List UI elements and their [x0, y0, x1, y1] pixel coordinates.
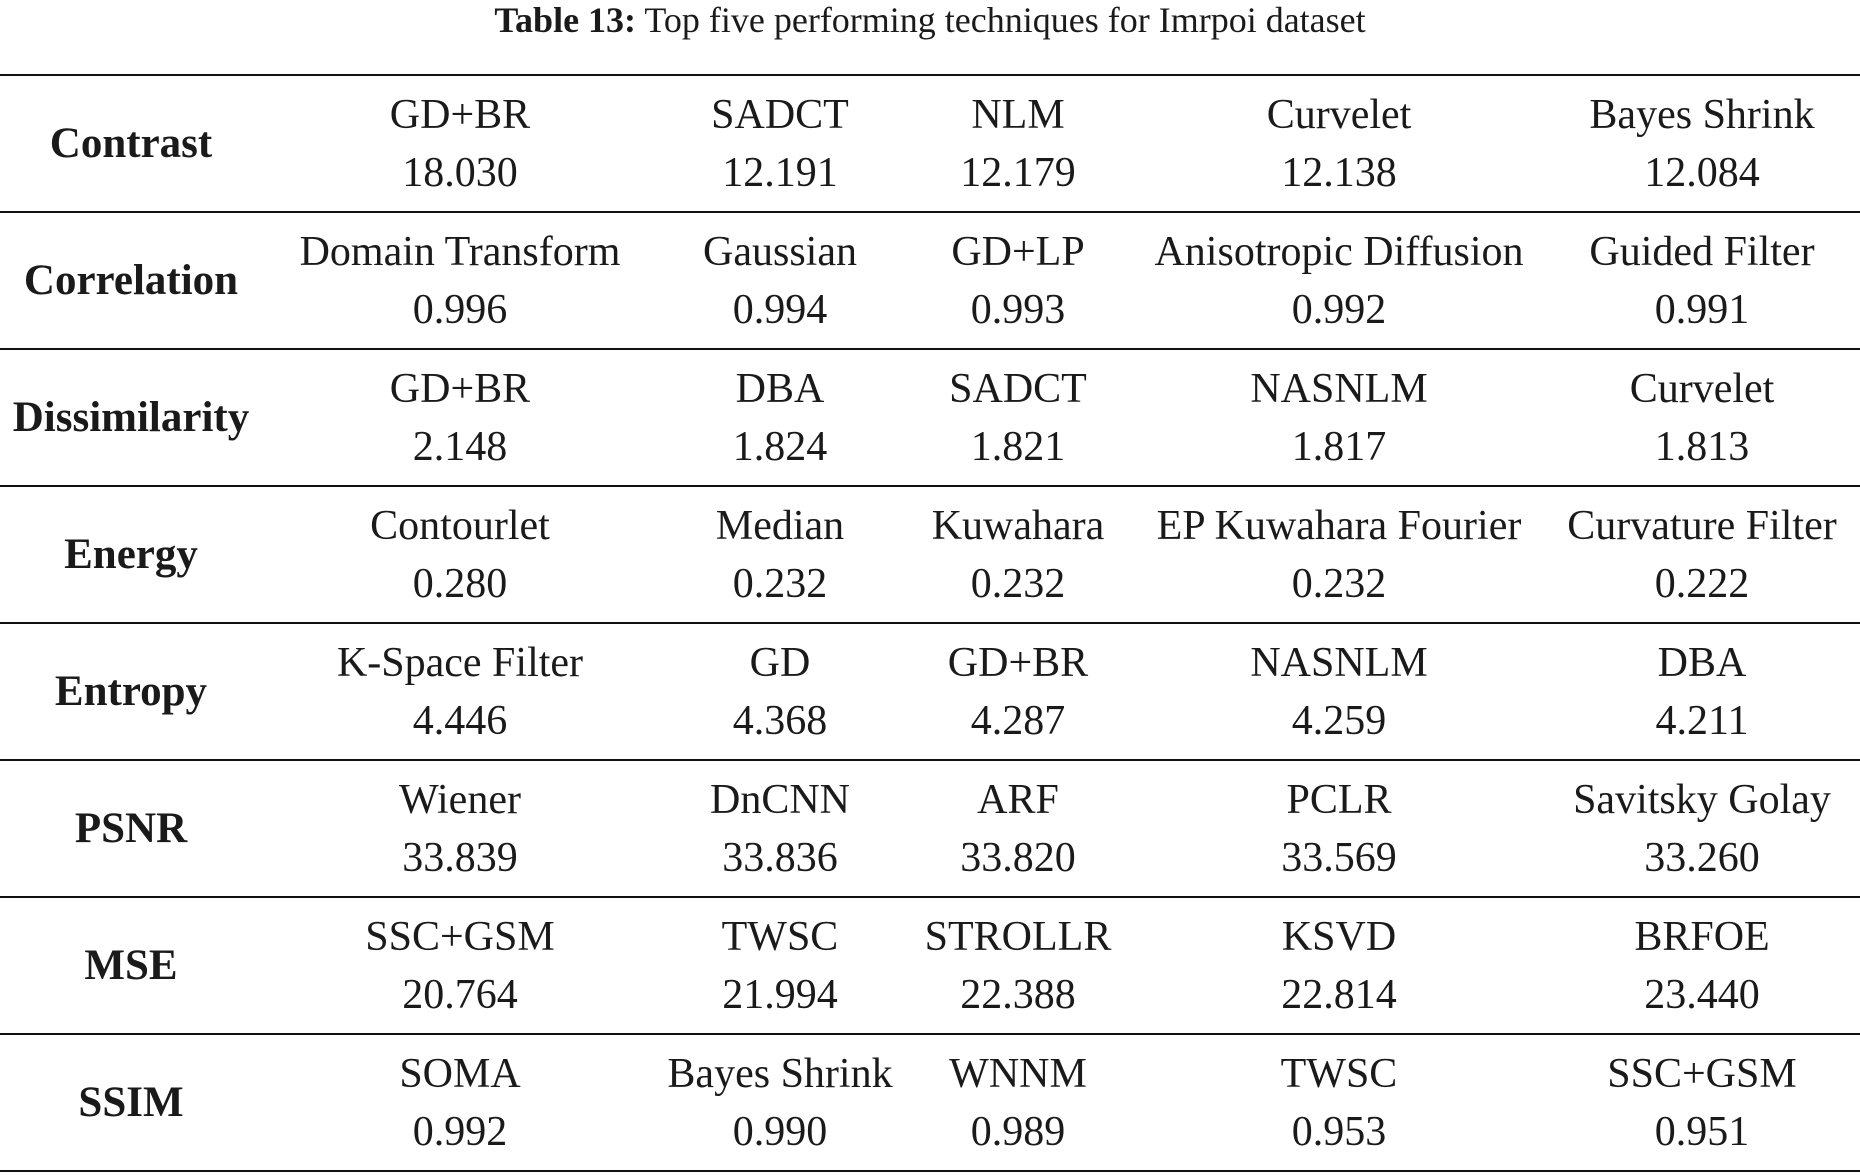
metric-value: 0.996 [412, 286, 508, 333]
technique-name: NLM [971, 91, 1065, 138]
table-cell [262, 487, 658, 622]
caption-text: Top five performing techniques for Imrpoi dataset [644, 0, 1366, 40]
table-row [0, 896, 1860, 1033]
metric-label: MSE [84, 942, 178, 989]
metric-value: 0.989 [970, 1108, 1066, 1155]
metric-value: 33.260 [1644, 834, 1760, 881]
table-cell [262, 898, 658, 1033]
metric-value: 0.222 [1654, 560, 1750, 607]
technique-name: GD+LP [951, 228, 1085, 275]
table-cell [1544, 213, 1860, 348]
table-row [0, 622, 1860, 759]
table-row [0, 348, 1860, 485]
metric-value: 0.953 [1291, 1108, 1387, 1155]
technique-name: TWSC [721, 913, 839, 960]
metric-value: 0.232 [732, 560, 828, 607]
metric-value: 12.179 [960, 149, 1076, 196]
table-row [0, 211, 1860, 348]
table-cell [1544, 1035, 1860, 1170]
technique-name: Gaussian [703, 228, 857, 275]
table-cell [1544, 898, 1860, 1033]
table-cell [1134, 76, 1544, 211]
table-cell [658, 761, 902, 896]
technique-name: Bayes Shrink [667, 1050, 893, 1097]
technique-name: BRFOE [1634, 913, 1770, 960]
technique-name: GD+BR [389, 91, 531, 138]
technique-name: Domain Transform [299, 228, 621, 275]
table-cell [262, 350, 658, 485]
table-cell [658, 1035, 902, 1170]
table-cell [1134, 350, 1544, 485]
metric-value: 1.817 [1291, 423, 1387, 470]
technique-name: WNNM [949, 1050, 1087, 1097]
metric-value: 4.446 [412, 697, 508, 744]
metric-value: 4.259 [1291, 697, 1387, 744]
metric-value: 0.993 [970, 286, 1066, 333]
metric-value: 0.232 [970, 560, 1066, 607]
technique-name: Curvelet [1629, 365, 1775, 412]
metric-label: Correlation [23, 257, 239, 304]
technique-name: Guided Filter [1589, 228, 1815, 275]
table-cell [902, 761, 1134, 896]
technique-name: DBA [735, 365, 825, 412]
technique-name: GD+BR [389, 365, 531, 412]
table-cell [658, 487, 902, 622]
technique-name: Contourlet [370, 502, 550, 549]
table-cell [1134, 487, 1544, 622]
technique-name: Bayes Shrink [1589, 91, 1815, 138]
table-cell [902, 487, 1134, 622]
table-cell [658, 350, 902, 485]
metric-label: Contrast [49, 120, 213, 167]
metric-value: 1.813 [1654, 423, 1750, 470]
caption-label: Table 13: [494, 0, 637, 40]
table-cell [1544, 350, 1860, 485]
table-row [0, 1033, 1860, 1172]
technique-name: STROLLR [924, 913, 1112, 960]
table-cell [1544, 487, 1860, 622]
table-cell [902, 76, 1134, 211]
metric-label: Entropy [54, 668, 208, 715]
metric-value: 0.991 [1654, 286, 1750, 333]
table-cell [1544, 761, 1860, 896]
table-cell [1134, 761, 1544, 896]
technique-name: NASNLM [1250, 365, 1428, 412]
table-cell [262, 76, 658, 211]
table-cell [262, 761, 658, 896]
table-caption [0, 0, 1860, 40]
metric-label: Dissimilarity [12, 394, 250, 441]
technique-name: Curvelet [1266, 91, 1412, 138]
technique-name: SOMA [399, 1050, 521, 1097]
metric-value: 1.821 [970, 423, 1066, 470]
technique-name: GD+BR [947, 639, 1089, 686]
technique-name: KSVD [1281, 913, 1397, 960]
metric-value: 22.388 [960, 971, 1076, 1018]
metric-value: 4.368 [732, 697, 828, 744]
metric-value: 33.836 [722, 834, 838, 881]
metric-label: SSIM [78, 1079, 184, 1126]
metric-label: Energy [64, 531, 198, 578]
metric-label: PSNR [74, 805, 188, 852]
technique-name: ARF [977, 776, 1059, 823]
metric-value: 0.280 [412, 560, 508, 607]
metric-value: 12.191 [722, 149, 838, 196]
metric-value: 0.232 [1291, 560, 1387, 607]
table-cell [658, 213, 902, 348]
metric-value: 33.569 [1281, 834, 1397, 881]
table-cell [1134, 624, 1544, 759]
metric-value: 1.824 [732, 423, 828, 470]
table-cell [1134, 1035, 1544, 1170]
technique-name: TWSC [1280, 1050, 1398, 1097]
table-cell [262, 213, 658, 348]
technique-name: SADCT [949, 365, 1087, 412]
table-cell [658, 624, 902, 759]
technique-name: Median [715, 502, 845, 549]
metric-value: 21.994 [722, 971, 838, 1018]
table-cell [1544, 624, 1860, 759]
technique-name: K-Space Filter [336, 639, 584, 686]
table-cell [658, 898, 902, 1033]
metric-value: 0.990 [732, 1108, 828, 1155]
metric-value: 4.211 [1655, 697, 1749, 744]
table-cell [262, 1035, 658, 1170]
technique-name: SSC+GSM [1607, 1050, 1797, 1097]
technique-name: EP Kuwahara Fourier [1156, 502, 1522, 549]
metric-value: 0.992 [412, 1108, 508, 1155]
metric-value: 2.148 [412, 423, 508, 470]
table-cell [902, 350, 1134, 485]
technique-name: PCLR [1286, 776, 1392, 823]
table-cell [902, 1035, 1134, 1170]
metric-value: 12.084 [1644, 149, 1760, 196]
metric-value: 0.951 [1654, 1108, 1750, 1155]
metric-value: 20.764 [402, 971, 518, 1018]
technique-name: Curvature Filter [1567, 502, 1837, 549]
metric-value: 18.030 [402, 149, 518, 196]
metric-value: 33.820 [960, 834, 1076, 881]
technique-name: DBA [1657, 639, 1747, 686]
technique-name: NASNLM [1250, 639, 1428, 686]
table-cell [902, 898, 1134, 1033]
metric-value: 0.992 [1291, 286, 1387, 333]
technique-name: Wiener [399, 776, 521, 823]
technique-name: Savitsky Golay [1573, 776, 1831, 823]
table-row [0, 74, 1860, 211]
metric-value: 33.839 [402, 834, 518, 881]
metric-value: 0.994 [732, 286, 828, 333]
table-cell [902, 213, 1134, 348]
metric-value: 4.287 [970, 697, 1066, 744]
table-row [0, 485, 1860, 622]
technique-name: SSC+GSM [365, 913, 555, 960]
table-cell [1134, 898, 1544, 1033]
table-cell [658, 76, 902, 211]
technique-name: Anisotropic Diffusion [1154, 228, 1524, 275]
table-cell [1134, 213, 1544, 348]
technique-name: GD [749, 639, 811, 686]
table-row [0, 759, 1860, 896]
technique-name: DnCNN [709, 776, 850, 823]
table-cell [262, 624, 658, 759]
results-table [0, 74, 1860, 1172]
technique-name: SADCT [711, 91, 849, 138]
table-cell [1544, 76, 1860, 211]
table-cell [902, 624, 1134, 759]
technique-name: Kuwahara [931, 502, 1105, 549]
metric-value: 22.814 [1281, 971, 1397, 1018]
metric-value: 23.440 [1644, 971, 1760, 1018]
metric-value: 12.138 [1281, 149, 1397, 196]
